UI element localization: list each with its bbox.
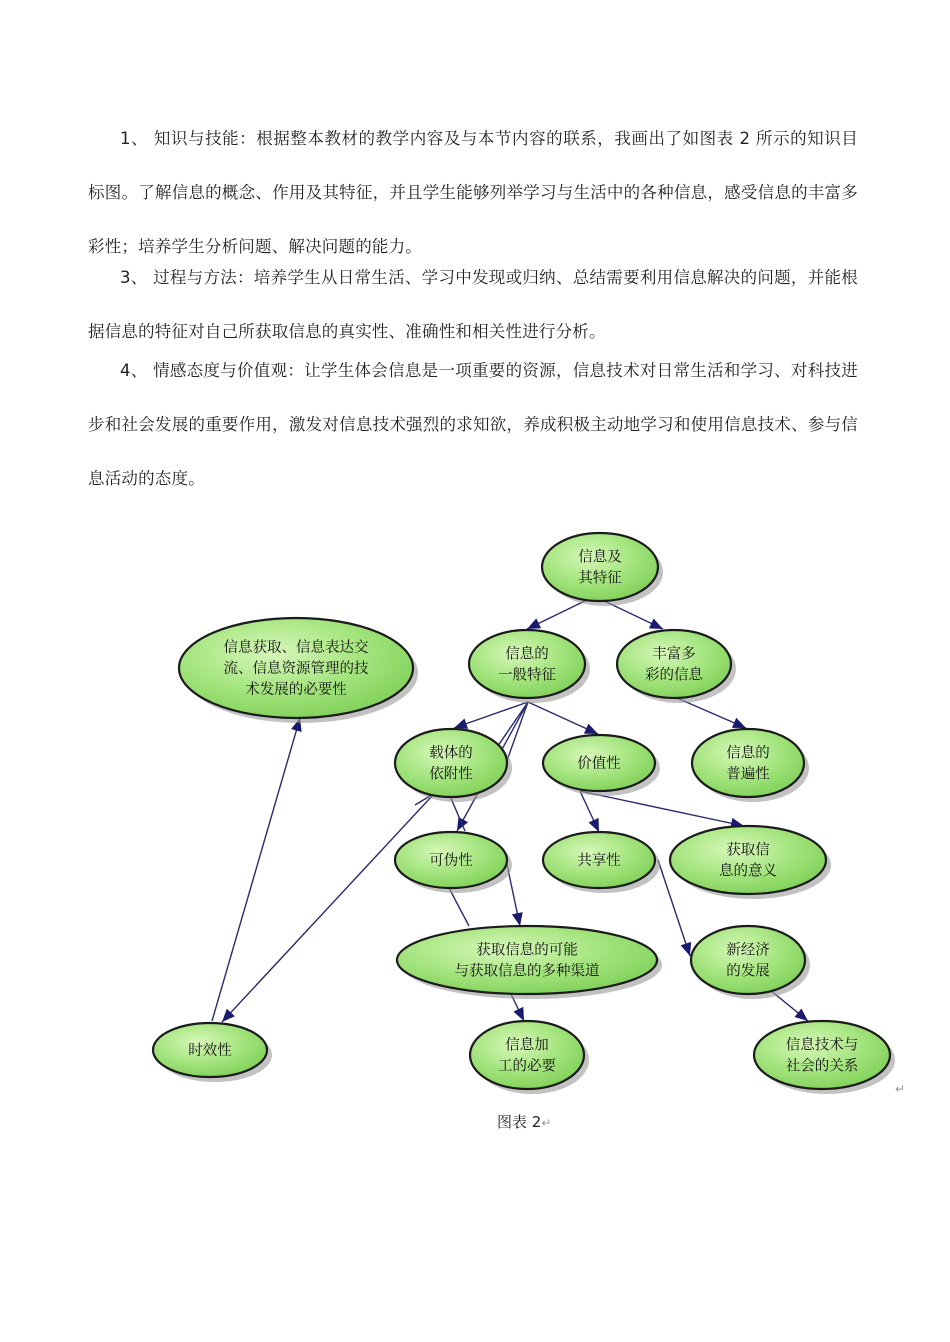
diagram-nodes [153,533,895,1094]
node-label-line: 社会的关系 [785,1058,859,1075]
node-processing [470,1021,589,1094]
node-ellipse [397,926,657,994]
node-general [469,630,590,703]
figure-caption [497,1111,551,1132]
node-ellipse [395,729,507,797]
node-label-line: 信息的 [726,745,770,762]
node-label-line: 新经济 [726,942,770,959]
node-label-line: 共享性 [577,853,621,869]
paragraph-knowledge-skills: 1、 知识与技能：根据整本教材的教学内容及与本节内容的联系，我画出了如图表 2 所示的知识目标图。了解信息的概念、作用及其特征，并且学生能够列举学习与生活中的各种信息，感受信息的丰富多彩性；培养学生分析问题、解决问题的能力。 [88,129,858,256]
node-economy [691,926,810,999]
node-label-line: 依附性 [429,766,473,783]
node-label-line: 价值性 [577,756,621,772]
edge-value-to-share [580,791,599,832]
paragraph-process-method: 3、 过程与方法：培养学生从日常生活、学习中发现或归纳、总结需要利用信息解决的问题，并能根据信息的特征对自己所获取信息的真实性、准确性和相关性进行分析。 [88,268,858,341]
node-label-line: 一般特征 [498,667,556,684]
node-carrier [395,729,512,802]
edge-timeliness-to-tech [212,718,302,1021]
node-label-line: 信息技术与 [785,1037,859,1054]
node-label-line: 息的意义 [719,863,777,880]
edge-value-to-meaning [580,791,744,829]
figure-caption-text: 图表 2 [497,1113,542,1131]
node-root [542,533,663,606]
node-label-line: 获取信息的可能 [476,942,578,959]
node-universal [692,729,809,802]
edge-line [222,796,432,1022]
paragraph-emotion-attitude: 4、 情感态度与价值观：让学生体会信息是一项重要的资源，信息技术对日常生活和学习、对科技进步和社会发展的重要作用，激发对信息技术强烈的求知欲，养成积极主动地学习和使用信息技术、参与信息活动的态度。 [88,361,858,488]
node-label-line: 其特征 [578,570,622,587]
diagram-return-mark: ↵ [895,1082,906,1096]
paragraph-return-mark: ↵ [541,1116,552,1130]
node-label-line: 可伪性 [429,853,473,869]
node-rich [617,630,736,703]
node-value [543,735,660,796]
node-label-line: 术发展的必要性 [245,682,347,698]
edge-general-to-value [528,702,598,734]
node-label-line: 信息的 [505,646,549,663]
node-label-line: 工的必要 [498,1058,556,1075]
node-label-line: 与获取信息的多种渠道 [454,963,600,980]
node-label-line: 普遍性 [726,766,770,783]
connector-line-4 [449,888,469,926]
node-ellipse [470,1021,584,1089]
node-society [754,1021,895,1094]
node-ellipse [670,826,826,894]
node-label-line: 获取信 [726,842,770,859]
arrowhead-icon [454,719,468,729]
node-label-line: 时效性 [188,1043,232,1059]
node-ellipse [617,630,731,698]
edge-carrier-to-timeliness [222,796,432,1022]
node-label-line: 信息加 [505,1037,549,1054]
node-fake [395,832,512,893]
node-meaning [670,826,831,899]
node-ellipse [691,926,805,994]
arrowhead-icon [512,912,523,926]
node-ellipse [692,729,804,797]
arrowhead-icon [681,942,691,956]
node-label-line: 彩的信息 [645,667,703,684]
node-label-line: 信息及 [578,549,622,566]
node-label-line: 丰富多 [652,646,696,663]
arrowhead-icon [794,1009,808,1021]
node-label-line: 流、信息资源管理的技 [223,661,369,677]
node-label-line: 的发展 [726,963,770,980]
node-share [543,832,660,893]
node-label-line: 信息获取、信息表达交 [223,640,369,656]
edge-line [580,791,744,826]
node-ellipse [542,533,658,601]
node-ellipse [754,1021,890,1089]
node-timeliness [153,1023,272,1082]
edge-general-to-carrier [454,702,528,729]
edge-line [212,718,300,1021]
node-ellipse [469,630,585,698]
node-label-line: 载体的 [429,745,473,762]
node-tech [179,618,418,723]
node-channels [397,926,662,999]
